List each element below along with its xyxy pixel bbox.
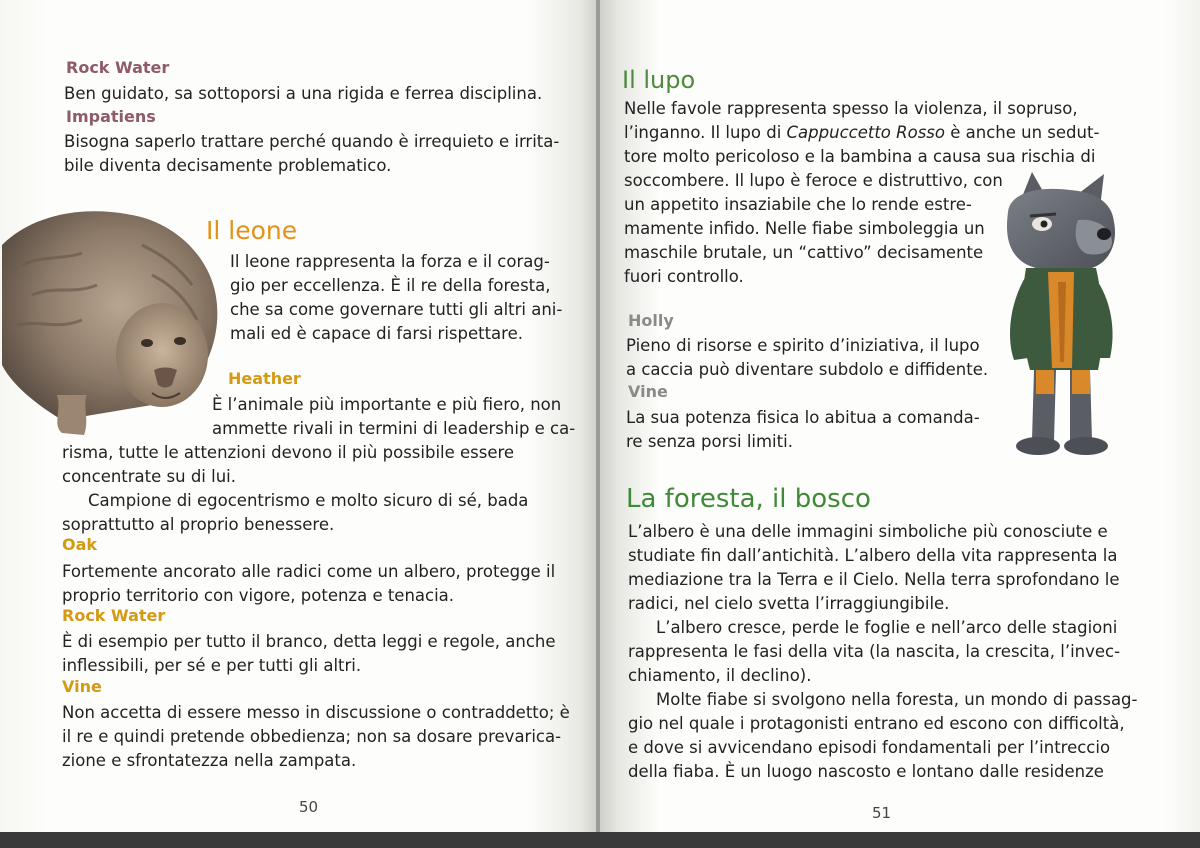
wolf-text-line: l’inganno. Il lupo di Cappuccetto Rosso è anche un sedut- [624, 123, 1100, 142]
forest-text-line: L’albero è una delle immagini simboliche più conosciute e [628, 522, 1108, 541]
lion-text-line: gio per eccellenza. È il re della foresta, [230, 276, 551, 295]
wolf-text-line: soccombere. Il lupo è feroce e distruttivo, con [624, 171, 1003, 190]
wolf-text-line: Nelle favole rappresenta spesso la violenza, il sopruso, [624, 99, 1078, 118]
lion-illustration [2, 205, 224, 437]
impatiens-text-line: bile diventa decisamente problematico. [64, 156, 392, 175]
forest-text-line: studiate fin dall’antichità. L’albero della vita rappresenta la [628, 546, 1118, 565]
holly-text-line: Pieno di risorse e spirito d’iniziativa, il lupo [626, 336, 980, 355]
section-title-forest: La foresta, il bosco [626, 484, 871, 514]
rock-water-text-line: inflessibili, per sé e per tutti gli altri. [62, 656, 362, 675]
section-title-wolf: Il lupo [622, 66, 696, 94]
impatiens-text-line: Bisogna saperlo trattare perché quando è irrequieto e irrita- [64, 132, 560, 151]
holly-text-line: a caccia può diventare subdolo e diffidente. [626, 360, 989, 379]
heather-text-line: soprattutto al proprio benessere. [62, 515, 335, 534]
right-page [600, 0, 1200, 848]
vine-label: Vine [62, 677, 102, 696]
vine-text-line: Non accetta di essere messo in discussione o contraddetto; è [62, 703, 570, 722]
forest-text-line: gio nel quale i protagonisti entrano ed escono con difficoltà, [628, 714, 1125, 733]
forest-text-line: della fiaba. È un luogo nascosto e lontano dalle residenze [628, 762, 1104, 781]
forest-text-line: radici, nel cielo svetta l’irraggiungibile. [628, 594, 950, 613]
lion-text-line: Il leone rappresenta la forza e il corag- [230, 252, 550, 271]
wolf-illustration [1000, 172, 1136, 462]
rock-water-label: Rock Water [66, 58, 170, 77]
impatiens-label: Impatiens [66, 107, 156, 126]
left-page [0, 0, 598, 848]
section-title-lion: Il leone [206, 216, 298, 245]
forest-text-line: rappresenta le fasi della vita (la nascita, la crescita, l’invec- [628, 642, 1121, 661]
wolf-text-line: tore molto pericoloso e la bambina a causa sua rischia di [624, 147, 1096, 166]
oak-text-line: proprio territorio con vigore, potenza e tenacia. [62, 586, 455, 605]
wolf-text-line: mamente infido. Nelle fiabe simboleggia un [624, 219, 985, 238]
heather-text-line: È l’animale più importante e più fiero, non [212, 395, 562, 414]
forest-text-line: L’albero cresce, perde le foglie e nell’arco delle stagioni [656, 618, 1118, 637]
oak-text-line: Fortemente ancorato alle radici come un albero, protegge il [62, 562, 556, 581]
rock-water-label: Rock Water [62, 606, 166, 625]
page-number-left: 50 [299, 798, 319, 816]
vine-text-line: re senza porsi limiti. [626, 432, 793, 451]
oak-label: Oak [62, 535, 98, 554]
heather-text-line: Campione di egocentrismo e molto sicuro di sé, bada [88, 491, 529, 510]
forest-text-line: Molte fiabe si svolgono nella foresta, un mondo di passag- [656, 690, 1138, 709]
forest-text-line: chiamento, il declino). [628, 666, 812, 685]
heather-text-line: concentrate su di lui. [62, 467, 237, 486]
wolf-text-line: maschile brutale, un “cattivo” decisamente [624, 243, 984, 262]
vine-label: Vine [628, 382, 668, 401]
page-number-right: 51 [872, 804, 892, 822]
book-bottom-edge [0, 832, 1200, 848]
forest-text-line: e dove si avvicendano episodi fondamentali per l’intreccio [628, 738, 1111, 757]
heather-text-line: ammette rivali in termini di leadership e ca- [212, 419, 576, 438]
lion-text-line: che sa come governare tutti gli altri ani- [230, 300, 563, 319]
lion-text-line: mali ed è capace di farsi rispettare. [230, 324, 523, 343]
heather-label: Heather [228, 369, 301, 388]
heather-text-line: risma, tutte le attenzioni devono il più possibile essere [62, 443, 515, 462]
rock-water-text: Ben guidato, sa sottoporsi a una rigida e ferrea disciplina. [64, 84, 543, 103]
wolf-text-line: fuori controllo. [624, 267, 744, 286]
vine-text-line: zione e sfrontatezza nella zampata. [62, 751, 357, 770]
vine-text-line: La sua potenza fisica lo abitua a comanda- [626, 408, 980, 427]
vine-text-line: il re e quindi pretende obbedienza; non sa dosare prevarica- [62, 727, 562, 746]
holly-label: Holly [628, 311, 674, 330]
forest-text-line: mediazione tra la Terra e il Cielo. Nella terra sprofondano le [628, 570, 1120, 589]
rock-water-text-line: È di esempio per tutto il branco, detta leggi e regole, anche [62, 632, 556, 651]
wolf-text-line: un appetito insaziabile che lo rende estre- [624, 195, 972, 214]
